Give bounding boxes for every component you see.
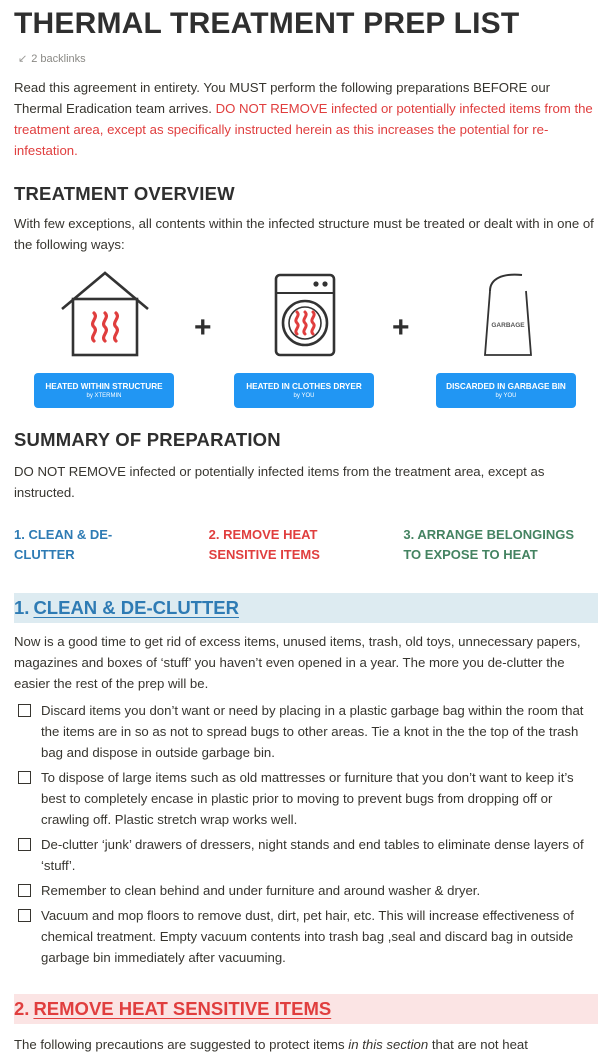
summary-steps xyxy=(14,525,598,565)
step-line: TO EXPOSE TO HEAT xyxy=(403,547,538,562)
intro-text: Read this agreement in entirety. You MUST perform the following preparations BEFORE our Thermal Eradication team arrives. xyxy=(14,80,551,116)
section-2-banner xyxy=(14,994,598,1024)
overview-text: With few exceptions, all contents within the infected structure must be treated or dealt with in one of the following ways: xyxy=(14,216,594,252)
todo-checkbox[interactable] xyxy=(18,884,31,897)
heated-dryer-badge xyxy=(234,373,374,408)
heated-structure-badge xyxy=(34,373,174,408)
todo-checkbox[interactable] xyxy=(18,771,31,784)
section-1-checklist xyxy=(14,700,598,968)
backlinks-link[interactable] xyxy=(14,52,598,65)
todo-checkbox[interactable] xyxy=(18,838,31,851)
step-line: 2. REMOVE HEAT xyxy=(208,527,318,542)
todo-item xyxy=(14,700,598,763)
badge-sub: by YOU xyxy=(495,393,517,399)
todo-checkbox[interactable] xyxy=(18,909,31,922)
plus-sign-2: + xyxy=(392,311,410,344)
section-1-banner xyxy=(14,593,598,623)
overview-heading: TREATMENT OVERVIEW xyxy=(14,183,235,204)
step-remove-heat-sensitive xyxy=(209,525,404,565)
todo-checkbox[interactable] xyxy=(18,704,31,717)
backlink-arrow-icon: ↙ xyxy=(18,53,28,65)
badge-label: DISCARDED IN GARBAGE BIN xyxy=(446,382,566,391)
todo-text: To dispose of large items such as old mattresses or furniture that you don’t want to keep it’s best to completely encase in plastic prior to moving to prevent bugs from dropping off or crawling off. Plastic stretch wrap works well. xyxy=(41,770,574,827)
summary-heading: SUMMARY OF PREPARATION xyxy=(14,429,281,450)
step-clean-declutter xyxy=(14,525,209,565)
garbage-label: GARBAGE xyxy=(491,322,525,329)
section-1-heading xyxy=(14,597,598,619)
todo-item xyxy=(14,880,598,901)
section-2-heading xyxy=(14,998,598,1020)
todo-item xyxy=(14,767,598,830)
backlinks-label: 2 backlinks xyxy=(31,52,86,65)
todo-text: Discard items you don’t want or need by placing in a plastic garbage bag within the room that the items are in so as not to spread bugs to other areas. Tie a knot in the the top of the trash bag and dispose in outside garbage bin. xyxy=(41,703,584,760)
plus-sign-1: + xyxy=(194,311,212,344)
badge-sub: by YOU xyxy=(293,393,315,399)
todo-text: De-clutter ‘junk’ drawers of dressers, night stands and end tables to eliminate dense layers of ‘stuff’. xyxy=(41,837,584,873)
step-line: SENSITIVE ITEMS xyxy=(208,547,320,562)
todo-item xyxy=(14,834,598,876)
garbage-bag-icon xyxy=(482,271,534,357)
badge-label: HEATED WITHIN STRUCTURE xyxy=(45,382,163,391)
step-line: CLUTTER xyxy=(14,547,75,562)
section-1-link[interactable]: CLEAN & DE-CLUTTER xyxy=(33,597,239,618)
clothes-dryer-icon xyxy=(274,273,336,357)
badge-sub: by XTERMIN xyxy=(86,393,122,399)
summary-text: DO NOT REMOVE infected or potentially infected items from the treatment area, except as instructed. xyxy=(14,464,545,500)
treatment-diagram xyxy=(14,269,598,419)
step-line: 1. CLEAN & DE- xyxy=(14,527,113,542)
badge-label: HEATED IN CLOTHES DRYER xyxy=(246,382,362,391)
intro-warning: DO NOT REMOVE infected or potentially infected items from the treatment area, except as specifically instructed herein as this increases the potential for re-infestation. xyxy=(14,101,593,158)
step-arrange-belongings xyxy=(403,525,598,565)
section-2-link[interactable]: REMOVE HEAT SENSITIVE ITEMS xyxy=(33,998,332,1019)
todo-text: Vacuum and mop floors to remove dust, dirt, pet hair, etc. This will increase effectiveness of chemical treatment. Empty vacuum contents into trash bag ,seal and discard bag in outside garbage bin immediately after vacuuming. xyxy=(41,908,574,965)
house-icon xyxy=(60,269,150,361)
intro-start: The following precautions are suggested to protect items xyxy=(14,1037,349,1052)
intro-italic: in this section xyxy=(348,1037,429,1052)
intro-end: that are not heat xyxy=(428,1037,528,1052)
discarded-garbage-badge xyxy=(436,373,576,408)
todo-text: Remember to clean behind and under furniture and around washer & dryer. xyxy=(41,883,481,898)
section-number: 1. xyxy=(14,597,30,618)
page-title: THERMAL TREATMENT PREP LIST xyxy=(14,7,520,40)
intro-paragraph xyxy=(14,77,598,161)
section-1-intro: Now is a good time to get rid of excess items, unused items, trash, old toys, unnecessary papers, magazines and boxes of ‘stuff’ you haven’t even opened in a year. The more you de-clutter the easier the rest of the prep will be. xyxy=(14,634,581,691)
step-line: 3. ARRANGE BELONGINGS xyxy=(403,527,575,542)
section-number: 2. xyxy=(14,998,30,1019)
section-2-intro xyxy=(14,1034,598,1055)
todo-item xyxy=(14,905,598,968)
